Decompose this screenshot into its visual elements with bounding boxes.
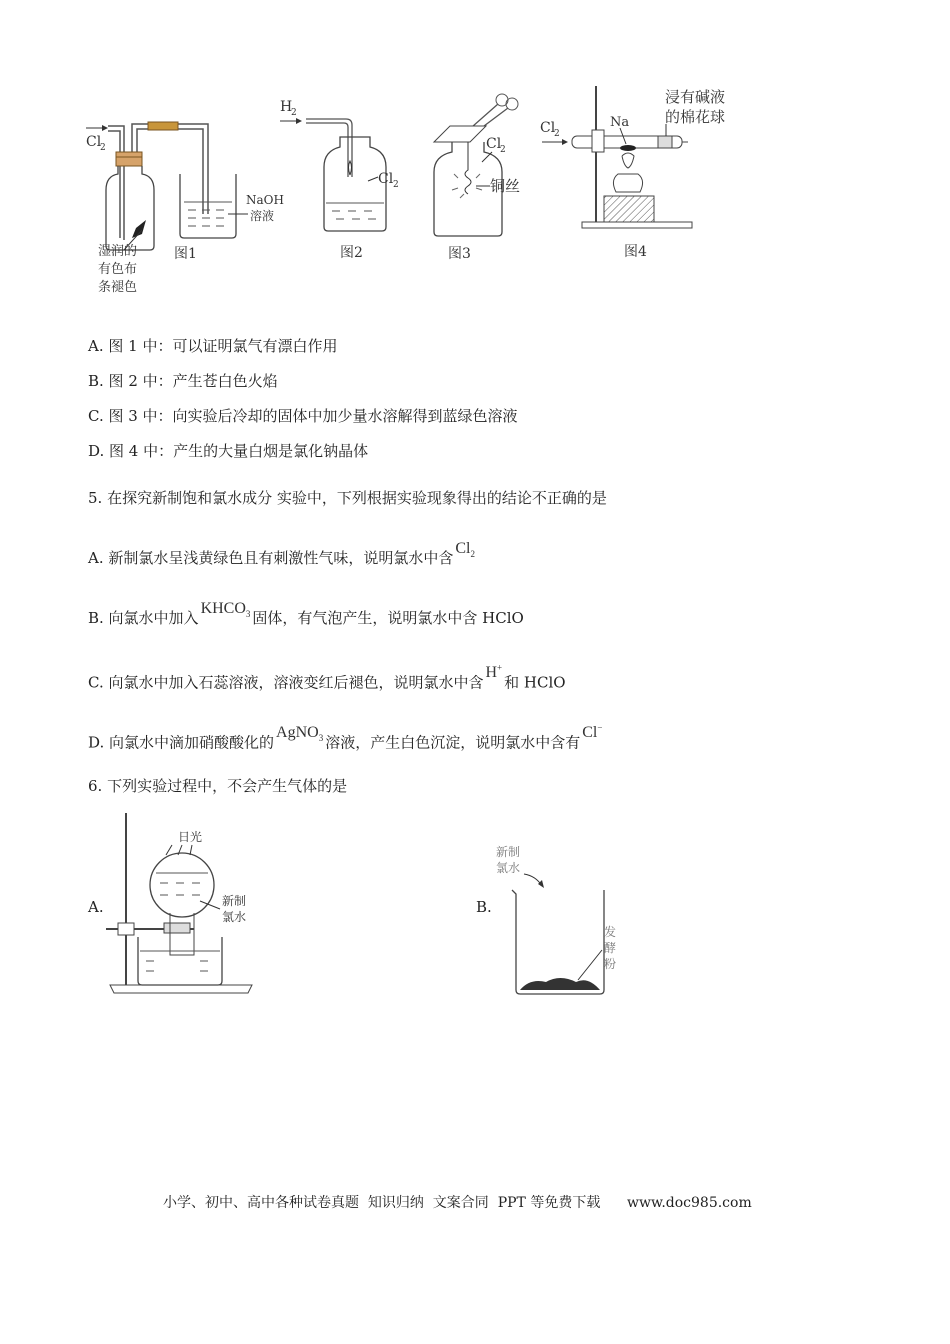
q5-d-text-1: D. 向氯水中滴加硝酸酸化的 (88, 733, 275, 752)
fig2-cl-sub: 2 (393, 180, 399, 190)
q5-c-formula (485, 664, 502, 681)
fig2-gas-sub: 2 (291, 108, 297, 118)
fig3-caption: 图3 (448, 246, 471, 262)
fig3-cl-sub: 2 (500, 145, 506, 155)
fig4-caption: 图4 (624, 244, 647, 260)
fig4-cotton-line-1: 浸有碱液 (665, 88, 726, 106)
fig1-gas-sub: 2 (100, 143, 106, 153)
q5-d-formula (276, 724, 324, 744)
q5-b-formula (200, 600, 251, 620)
q6-figure-a (104, 805, 264, 1000)
q5-c-formula-sup: + (497, 663, 503, 673)
figure-2 (278, 95, 418, 265)
q6-b-water-line-1: 新制 (496, 845, 521, 859)
q5-option-d (88, 723, 604, 759)
figure-3 (420, 90, 540, 270)
q5-option-a (88, 540, 477, 574)
q4-option-b: B. 图 2 中：产生苍白色火焰 (88, 372, 278, 390)
q5-a-formula-main: Cl (455, 540, 471, 557)
figure-1 (80, 110, 284, 305)
fig3-cl-label: Cl (486, 136, 502, 152)
q5-c-formula-main: H (485, 664, 498, 682)
q5-b-text-2: 固体，有气泡产生，说明氯水中含 HClO (252, 609, 524, 627)
q6-a-water-line-2: 氯水 (222, 910, 247, 924)
q6-b-powder-line-3: 粉 (604, 957, 617, 971)
q5-a-text: A. 新制氯水呈浅黄绿色且有刺激性气味，说明氯水中含 (88, 549, 454, 567)
q5-a-formula (455, 540, 475, 560)
q4-option-c: C. 图 3 中：向实验后冷却的固体中加少量水溶解得到蓝绿色溶液 (88, 407, 518, 425)
q5-option-c (88, 663, 566, 693)
fig2-caption: 图2 (340, 245, 363, 261)
fig1-note-line-2: 有色布 (98, 262, 138, 277)
fig2-gas-label: H (280, 99, 293, 115)
fig4-gas-label: Cl (540, 120, 556, 136)
q4-option-d: D. 图 4 中：产生的大量白烟是氯化钠晶体 (88, 442, 369, 460)
q6-a-sun-label: 日光 (178, 830, 203, 844)
q6-b-powder-line-2: 酵 (604, 941, 617, 955)
q5-b-formula-sub: 3 (245, 609, 251, 620)
q5-d-formula-2 (582, 724, 602, 741)
q5-b-text-1: B. 向氯水中加入 (88, 609, 199, 627)
q6-figure-b (490, 840, 650, 1000)
q6-a-water-line-1: 新制 (222, 894, 247, 908)
figure-4 (538, 80, 748, 265)
fig1-caption: 图1 (174, 246, 197, 262)
fig4-na-label: Na (610, 115, 630, 130)
q5-c-text-1: C. 向氯水中加入石蕊溶液，溶液变红后褪色，说明氯水中含 (88, 673, 484, 692)
fig1-solution-label-1: NaOH (246, 193, 284, 207)
q5-d-formula-main: AgNO (276, 724, 319, 742)
q4-option-a: A. 图 1 中：可以证明氯气有漂白作用 (88, 337, 338, 355)
fig1-gas-label: Cl (86, 134, 102, 150)
q6-b-powder-line-1: 发 (604, 925, 617, 939)
fig1-note-line-3: 条褪色 (98, 280, 138, 295)
fig4-gas-sub: 2 (554, 129, 560, 139)
q5-d-formula-2-sup: − (597, 723, 603, 733)
q6-option-a-label: A. (88, 898, 104, 916)
fig3-wire-label: 铜丝 (490, 177, 521, 195)
q5-stem: 5. 在探究新制饱和氯水成分 实验中，下列根据实验现象得出的结论不正确的是 (88, 489, 607, 507)
fig1-note-line-1: 湿润的 (98, 244, 138, 259)
fig4-cotton-line-2: 的棉花球 (665, 108, 726, 126)
q5-option-b (88, 600, 524, 634)
q5-a-formula-sub: 2 (470, 549, 475, 560)
q6-option-b-label: B. (476, 898, 492, 916)
q5-d-text-2: 溶液，产生白色沉淀，说明氯水中含有 (325, 733, 581, 752)
q5-d-formula-2-main: Cl (582, 724, 598, 742)
q6-b-water-line-2: 氯水 (496, 861, 521, 875)
q6-stem: 6. 下列实验过程中，不会产生气体的是 (88, 777, 348, 795)
fig1-solution-label-2: 溶液 (250, 209, 275, 223)
q5-c-text-2: 和 HClO (504, 673, 566, 692)
page-footer: 小学、初中、高中各种试卷真题 知识归纳 文案合同 PPT 等免费下载 www.doc985.com (163, 1195, 752, 1211)
fig2-cl-label: Cl (378, 171, 394, 187)
q5-d-formula-sub: 3 (318, 733, 324, 744)
q5-b-formula-main: KHCO (200, 600, 246, 617)
